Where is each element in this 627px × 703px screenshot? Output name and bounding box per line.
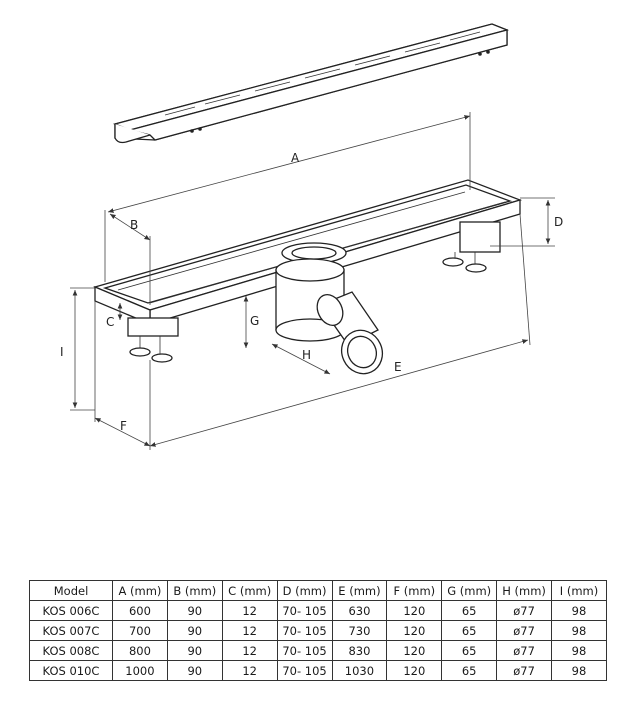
dim-label-g: G xyxy=(250,314,260,328)
cell-f: 120 xyxy=(387,641,442,661)
cell-g: 65 xyxy=(442,661,497,681)
cell-c: 12 xyxy=(222,661,277,681)
dim-label-c: C xyxy=(106,315,115,329)
cell-b: 90 xyxy=(167,641,222,661)
cell-i: 98 xyxy=(552,641,607,661)
cell-b: 90 xyxy=(167,621,222,641)
dim-label-h: H xyxy=(302,348,312,362)
table-row xyxy=(30,641,607,661)
cell-h: ø77 xyxy=(497,641,552,661)
cell-d: 70- 105 xyxy=(277,621,332,641)
col-header-d: D (mm) xyxy=(277,581,332,601)
cell-g: 65 xyxy=(442,641,497,661)
col-header-f: F (mm) xyxy=(387,581,442,601)
cell-i: 98 xyxy=(552,661,607,681)
cell-model: KOS 007C xyxy=(30,621,113,641)
col-header-a: A (mm) xyxy=(113,581,168,601)
cell-f: 120 xyxy=(387,661,442,681)
cell-b: 90 xyxy=(167,601,222,621)
cell-g: 65 xyxy=(442,601,497,621)
dim-label-d: D xyxy=(554,215,564,229)
col-header-c: C (mm) xyxy=(222,581,277,601)
table-row xyxy=(30,661,607,681)
cell-a: 700 xyxy=(113,621,168,641)
cell-c: 12 xyxy=(222,601,277,621)
col-header-h: H (mm) xyxy=(497,581,552,601)
cell-model: KOS 010C xyxy=(30,661,113,681)
cell-h: ø77 xyxy=(497,601,552,621)
dim-label-i: I xyxy=(60,345,64,359)
table-header-row xyxy=(30,581,607,601)
cell-i: 98 xyxy=(552,601,607,621)
cell-model: KOS 006C xyxy=(30,601,113,621)
cell-model: KOS 008C xyxy=(30,641,113,661)
cell-g: 65 xyxy=(442,621,497,641)
cell-d: 70- 105 xyxy=(277,601,332,621)
cell-e: 1030 xyxy=(332,661,387,681)
table-row xyxy=(30,601,607,621)
specification-table xyxy=(29,580,607,681)
cell-b: 90 xyxy=(167,661,222,681)
col-header-model: Model xyxy=(30,581,113,601)
siphon-trap xyxy=(276,259,389,380)
dim-label-b: B xyxy=(130,218,139,232)
dim-label-f: F xyxy=(120,419,127,433)
cell-c: 12 xyxy=(222,641,277,661)
dim-label-e: E xyxy=(394,360,402,374)
cell-f: 120 xyxy=(387,621,442,641)
cell-a: 1000 xyxy=(113,661,168,681)
cell-d: 70- 105 xyxy=(277,641,332,661)
col-header-b: B (mm) xyxy=(167,581,222,601)
cell-i: 98 xyxy=(552,621,607,641)
cell-e: 630 xyxy=(332,601,387,621)
cell-a: 800 xyxy=(113,641,168,661)
col-header-e: E (mm) xyxy=(332,581,387,601)
cell-d: 70- 105 xyxy=(277,661,332,681)
table-row xyxy=(30,621,607,641)
cell-e: 730 xyxy=(332,621,387,641)
cell-f: 120 xyxy=(387,601,442,621)
cell-h: ø77 xyxy=(497,621,552,641)
col-header-g: G (mm) xyxy=(442,581,497,601)
cell-c: 12 xyxy=(222,621,277,641)
col-header-i: I (mm) xyxy=(552,581,607,601)
grate-cover xyxy=(115,24,507,143)
cell-e: 830 xyxy=(332,641,387,661)
cell-h: ø77 xyxy=(497,661,552,681)
dim-label-a: A xyxy=(291,151,300,165)
cell-a: 600 xyxy=(113,601,168,621)
